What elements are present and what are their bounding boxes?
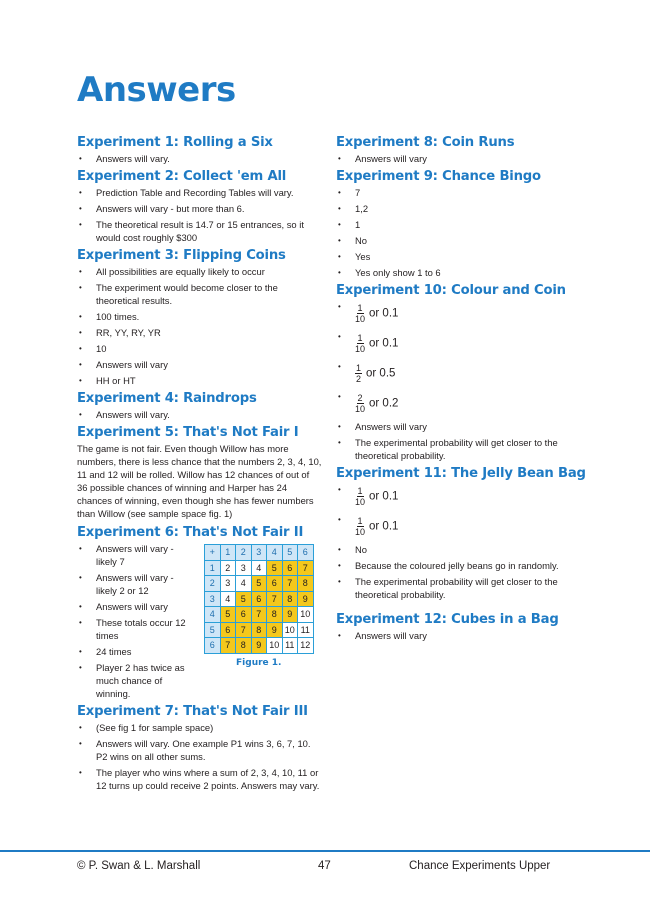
sum-cell: 9 [298,591,314,607]
row-header-cell: 5 [205,622,221,638]
sum-cell: 5 [251,576,267,592]
sum-cell: 7 [267,591,283,607]
experiment-6-list [77,542,197,700]
sum-cell: 6 [267,576,283,592]
sum-cell: 8 [251,622,267,638]
figure-1 [204,544,314,668]
sum-cell: 4 [220,591,236,607]
experiment-1 [77,134,322,165]
experiment-7-list [77,721,322,792]
left-column [77,132,322,795]
experiment-12 [336,611,576,642]
list-item: • Player 2 has twice as much chance of winning. [77,661,197,700]
sum-cell: 7 [220,638,236,654]
experiment-9-list [336,186,576,279]
list-item: • 100 times. [77,310,322,323]
experiment-1-heading: Experiment 1: Rolling a Six [77,135,273,150]
sample-space-table [204,544,314,654]
list-item: • 1 [336,218,576,231]
footer-divider [0,850,650,852]
list-item: • Answers will vary - likely 2 or 12 [77,571,197,597]
fraction-item: • $\frac{1}{10}$ or 0.1 [336,483,576,507]
table-row [205,607,314,623]
experiment-10-list [336,300,576,462]
sum-cell: 6 [236,607,252,623]
experiment-1-list [77,152,322,165]
list-item: • Yes only show 1 to 6 [336,266,576,279]
list-item: • The theoretical result is 14.7 or 15 entrances, so it would cost roughly $300 [77,218,322,244]
row-header-cell: 3 [205,591,221,607]
footer-book-title: Chance Experiments Upper [409,860,551,872]
sum-cell: 2 [220,560,236,576]
sum-cell: 3 [220,576,236,592]
sum-cell: 10 [298,607,314,623]
fraction: • $\frac{1}{10}$ [355,303,366,324]
list-item: • The experimental probability will get closer to the theoretical probability. [336,436,576,462]
experiment-4 [77,390,322,421]
sum-cell: 7 [251,607,267,623]
experiment-3 [77,247,322,387]
list-item: • 1,2 [336,202,576,215]
experiment-3-heading: Experiment 3: Flipping Coins [77,248,286,263]
row-header-cell: 2 [205,576,221,592]
list-item: • Yes [336,250,576,263]
footer-page-number: 47 [318,860,331,872]
list-item: • (See fig 1 for sample space) [77,721,322,734]
list-item: • Answers will vary [336,629,576,642]
sum-cell: 8 [267,607,283,623]
experiment-7 [77,703,322,792]
experiment-5-paragraph: The game is not fair. Even though Willow has more numbers, there is less chance that the numbers 2, 3, 4, 10, 11 and 12 will be rolled. Willow has 12 chances of out of 36 possible chances of winning and Harper has 24 chances of winning, even though she has fewer numbers than Willow (see sample space fig. 1) [77,443,322,519]
experiment-9-heading: Experiment 9: Chance Bingo [336,169,541,184]
experiment-2-heading: Experiment 2: Collect 'em All [77,169,287,184]
header-cell: 1 [220,545,236,561]
header-cell: 5 [282,545,298,561]
experiment-12-list [336,629,576,642]
header-cell: 4 [267,545,283,561]
experiment-5-heading: Experiment 5: That's Not Fair I [77,425,299,440]
sum-cell: 10 [267,638,283,654]
table-row [205,591,314,607]
sum-cell: 9 [251,638,267,654]
experiment-6 [77,524,322,700]
sum-cell: 9 [267,622,283,638]
plus-header-cell: + [205,545,221,561]
fraction-item: • $\frac{1}{10}$ or 0.1 [336,330,576,354]
list-item: • 24 times [77,645,197,658]
right-column [336,132,586,645]
table-row [205,638,314,654]
table-row [205,576,314,592]
sum-cell: 7 [298,560,314,576]
experiment-10-heading: Experiment 10: Colour and Coin [336,283,566,298]
list-item: • 7 [336,186,576,199]
list-item: • Answers will vary [336,152,576,165]
experiment-8 [336,134,576,165]
fraction: • $\frac{1}{10}$ [355,333,366,354]
list-item: • Answers will vary. [77,408,322,421]
list-item: • The player who wins where a sum of 2, 3, 4, 10, 11 or 12 turns up could receive 2 points. Answers may vary. [77,766,322,792]
list-item: • Answers will vary [336,420,576,433]
experiment-10 [336,282,576,462]
experiment-8-heading: Experiment 8: Coin Runs [336,135,515,150]
list-item: • Answers will vary [77,600,197,613]
row-header-cell: 1 [205,560,221,576]
sum-cell: 12 [298,638,314,654]
sum-cell: 4 [251,560,267,576]
fraction-item: • $\frac{1}{2}$ or 0.5 [336,360,576,384]
header-cell: 6 [298,545,314,561]
list-item: • All possibilities are equally likely to occur [77,265,322,278]
sum-cell: 8 [236,638,252,654]
sum-cell: 4 [236,576,252,592]
sum-cell: 7 [282,576,298,592]
figure-caption: Figure 1. [236,657,282,668]
sum-cell: 5 [236,591,252,607]
experiment-11-list [336,483,576,601]
experiment-4-heading: Experiment 4: Raindrops [77,391,257,406]
experiment-2-list [77,186,322,244]
sum-cell: 10 [282,622,298,638]
sum-cell: 9 [282,607,298,623]
fraction: • $\frac{1}{10}$ [355,516,366,537]
list-item: • Answers will vary [77,358,322,371]
experiment-9 [336,168,576,279]
sum-cell: 7 [236,622,252,638]
list-item: • RR, YY, RY, YR [77,326,322,339]
header-cell: 3 [251,545,267,561]
list-item: • Because the coloured jelly beans go in randomly. [336,559,576,572]
experiment-7-heading: Experiment 7: That's Not Fair III [77,704,308,719]
sum-cell: 6 [282,560,298,576]
experiment-3-list [77,265,322,387]
fraction: • $\frac{2}{10}$ [355,393,366,414]
row-header-cell: 4 [205,607,221,623]
list-item: • Answers will vary. [77,152,322,165]
table-row [205,560,314,576]
experiment-6-heading: Experiment 6: That's Not Fair II [77,525,304,540]
sum-cell: 11 [298,622,314,638]
experiment-8-list [336,152,576,165]
experiment-11-heading: Experiment 11: The Jelly Bean Bag [336,466,586,481]
sum-cell: 11 [282,638,298,654]
footer-copyright: © P. Swan & L. Marshall [77,860,201,872]
list-item: • Answers will vary - likely 7 [77,542,197,568]
list-item: • No [336,543,576,556]
experiment-4-list [77,408,322,421]
row-header-cell: 6 [205,638,221,654]
sum-cell: 8 [282,591,298,607]
list-item: • Answers will vary. One example P1 wins 3, 6, 7, 10. P2 wins on all other sums. [77,737,322,763]
table-row [205,622,314,638]
experiment-2 [77,168,322,244]
sum-cell: 6 [220,622,236,638]
list-item: • 10 [77,342,322,355]
list-item: • These totals occur 12 times [77,616,197,642]
experiment-5 [77,424,322,520]
fraction-item: • $\frac{1}{10}$ or 0.1 [336,513,576,537]
page-title: Answers [77,70,236,110]
sum-cell: 8 [298,576,314,592]
fraction: • $\frac{1}{10}$ [355,486,366,507]
list-item: • No [336,234,576,247]
fraction-item: • $\frac{1}{10}$ or 0.1 [336,300,576,324]
experiment-11 [336,465,586,601]
experiment-12-heading: Experiment 12: Cubes in a Bag [336,612,559,627]
list-item: • HH or HT [77,374,322,387]
sum-cell: 6 [251,591,267,607]
sum-cell: 5 [220,607,236,623]
sum-cell: 3 [236,560,252,576]
list-item: • Answers will vary - but more than 6. [77,202,322,215]
list-item: • The experiment would become closer to the theoretical results. [77,281,322,307]
list-item: • Prediction Table and Recording Tables will vary. [77,186,322,199]
fraction: • $\frac{1}{2}$ [356,363,362,384]
sum-cell: 5 [267,560,283,576]
header-cell: 2 [236,545,252,561]
list-item: • The experimental probability will get closer to the theoretical probability. [336,575,576,601]
fraction-item: • $\frac{2}{10}$ or 0.2 [336,390,576,414]
